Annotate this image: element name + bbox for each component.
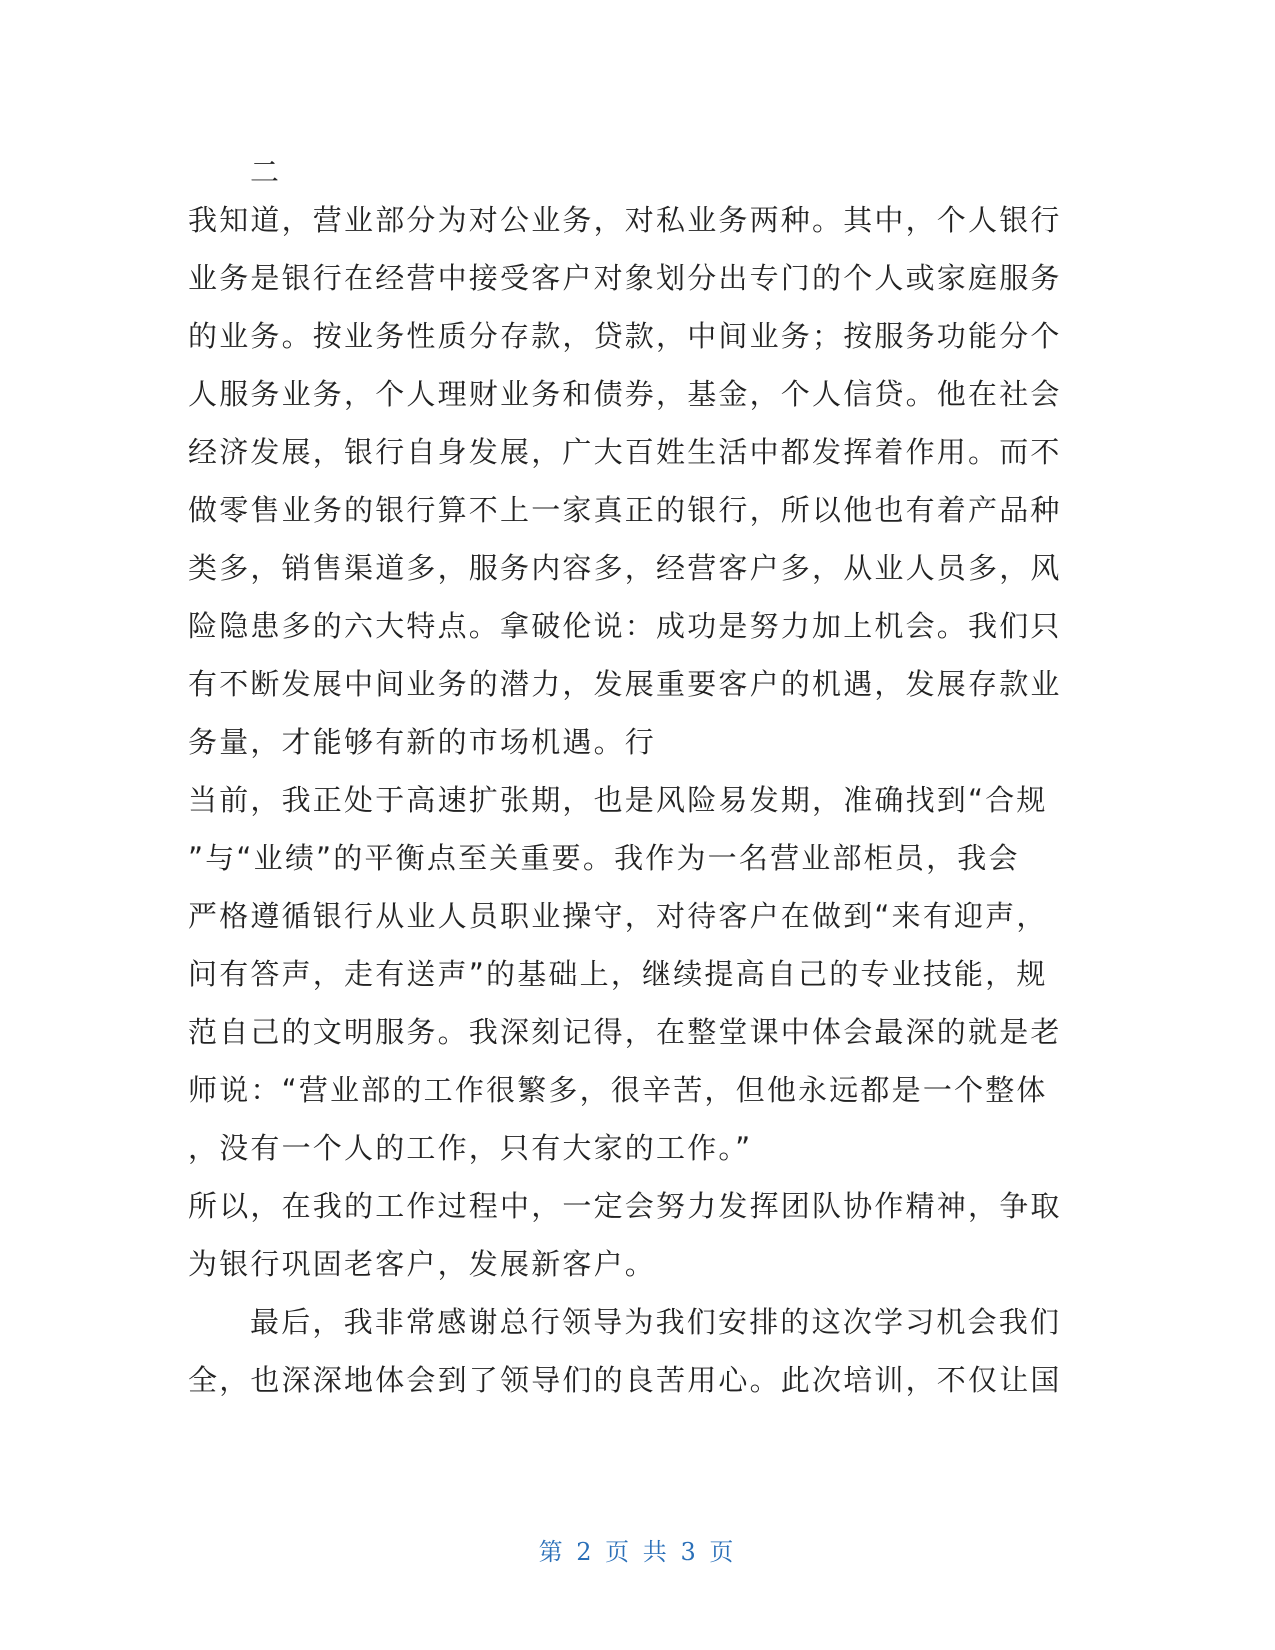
text-line: 有不断发展中间业务的潜力，发展重要客户的机遇，发展存款业 xyxy=(188,667,1062,701)
text-line: 严格遵循银行从业人员职业操守，对待客户在做到“来有迎声， xyxy=(188,899,1048,933)
text-line: 全，也深深地体会到了领导们的良苦用心。此次培训，不仅让国 xyxy=(188,1363,1062,1397)
text-line: 人服务业务，个人理财业务和债券，基金，个人信贷。他在社会 xyxy=(188,377,1062,411)
text-line: 险隐患多的六大特点。拿破伦说：成功是努力加上机会。我们只 xyxy=(188,609,1062,643)
text-line: 问有答声，走有送声”的基础上，继续提高自己的专业技能，规 xyxy=(188,957,1048,991)
text-line: 做零售业务的银行算不上一家真正的银行，所以他也有着产品种 xyxy=(188,493,1062,527)
text-line: 务量，才能够有新的市场机遇。行 xyxy=(188,725,657,759)
text-line: 我知道，营业部分为对公业务，对私业务两种。其中，个人银行 xyxy=(188,203,1062,237)
text-line: 为银行巩固老客户，发展新客户。 xyxy=(188,1247,657,1281)
page-number-footer: 第 2 页 共 3 页 xyxy=(538,1538,737,1566)
text-line: 的业务。按业务性质分存款，贷款，中间业务；按服务功能分个 xyxy=(188,319,1062,353)
text-line: 当前，我正处于高速扩张期，也是风险易发期，准确找到“合规 xyxy=(188,783,1048,817)
text-line: 最后，我非常感谢总行领导为我们安排的这次学习机会我们 xyxy=(250,1305,1062,1339)
text-line: 业务是银行在经营中接受客户对象划分出专门的个人或家庭服务 xyxy=(188,261,1062,295)
text-line: 范自己的文明服务。我深刻记得，在整堂课中体会最深的就是老 xyxy=(188,1015,1062,1049)
text-line: 类多，销售渠道多，服务内容多，经营客户多，从业人员多，风 xyxy=(188,551,1062,585)
text-line: 经济发展，银行自身发展，广大百姓生活中都发挥着作用。而不 xyxy=(188,435,1062,469)
text-line: 所以，在我的工作过程中，一定会努力发挥团队协作精神，争取 xyxy=(188,1189,1062,1223)
text-line: ，没有一个人的工作，只有大家的工作。” xyxy=(188,1131,753,1165)
section-number: 二 xyxy=(250,155,282,189)
text-line: 师说：“营业部的工作很繁多，很辛苦，但他永远都是一个整体 xyxy=(188,1073,1048,1107)
text-line: ”与“业绩”的平衡点至关重要。我作为一名营业部柜员，我会 xyxy=(188,841,1020,875)
